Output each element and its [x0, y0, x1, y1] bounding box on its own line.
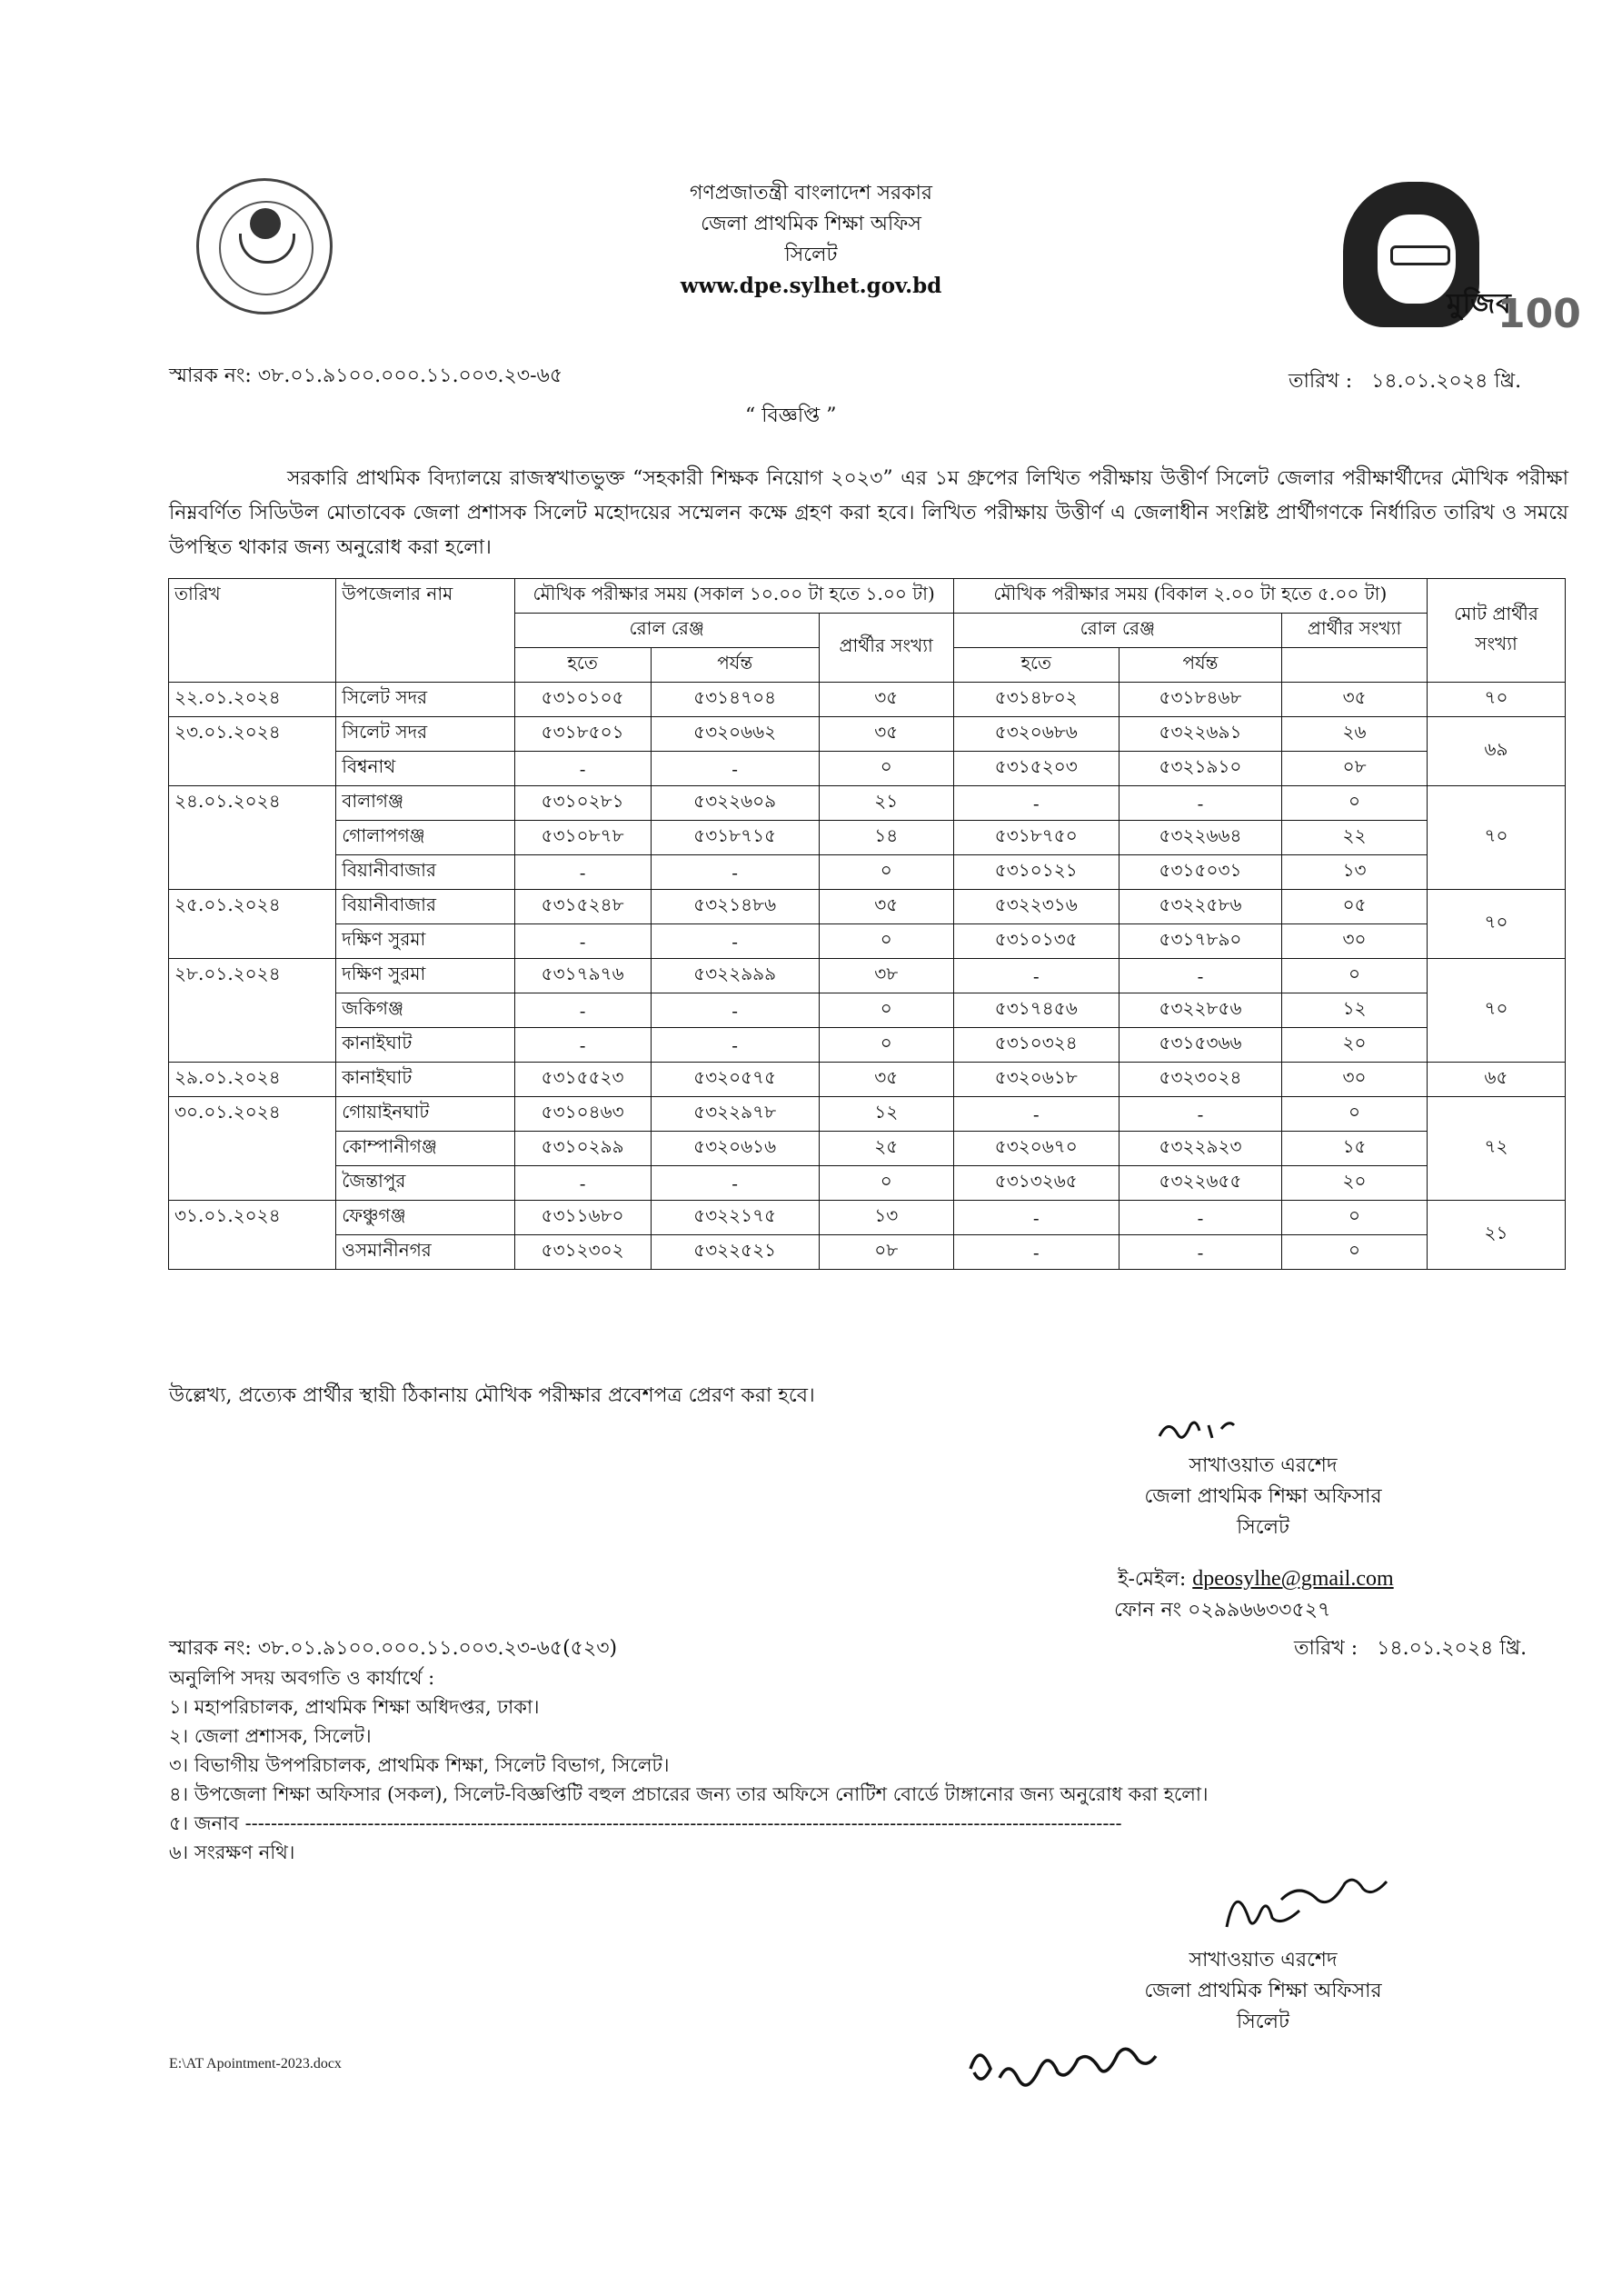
table-row — [169, 1132, 1566, 1166]
afternoon-roll-from-cell: ৫৩১০১৩৫ — [953, 924, 1119, 959]
morning-roll-from-cell: - — [514, 1028, 651, 1063]
upazila-cell: সিলেট সদর — [336, 683, 514, 717]
morning-roll-from-cell: - — [514, 752, 651, 786]
col-upazila-header: উপজেলার নাম — [336, 579, 514, 683]
table-row — [169, 1063, 1566, 1097]
morning-roll-to-cell: ৫৩২২৯৯৯ — [651, 959, 819, 993]
table-row — [169, 1097, 1566, 1132]
upazila-cell: ফেঞ্চুগঞ্জ — [336, 1201, 514, 1235]
upazila-cell: গোলাপগঞ্জ — [336, 821, 514, 855]
afternoon-candidates-cell: ২০ — [1282, 1166, 1428, 1201]
header-website[interactable]: www.dpe.sylhet.gov.bd — [680, 274, 942, 298]
morning-roll-range-header: রোল রেঞ্জ — [514, 614, 819, 648]
morning-candidates-cell: ০ — [819, 1028, 953, 1063]
morning-roll-from-cell: ৫৩১৭৯৭৬ — [514, 959, 651, 993]
date-cell: ৩০.০১.২০২৪ — [169, 1097, 336, 1201]
afternoon-roll-from-cell: ৫৩২০৬৭০ — [953, 1132, 1119, 1166]
date-cell: ২৯.০১.২০২৪ — [169, 1063, 336, 1097]
afternoon-roll-from-cell: ৫৩১০১২১ — [953, 855, 1119, 890]
upazila-cell: জকিগঞ্জ — [336, 993, 514, 1028]
table-row — [169, 959, 1566, 993]
table-row — [169, 855, 1566, 890]
signature-block-1 — [1072, 1451, 1454, 1543]
table-row — [169, 752, 1566, 786]
afternoon-roll-from-cell: - — [953, 1235, 1119, 1270]
table-row — [169, 1028, 1566, 1063]
morning-candidates-cell: ১৩ — [819, 1201, 953, 1235]
afternoon-roll-to-cell: ৫৩২২৬৯১ — [1119, 717, 1281, 752]
afternoon-roll-to-cell: - — [1119, 786, 1281, 821]
afternoon-roll-from-cell: - — [953, 1201, 1119, 1235]
morning-roll-to-cell: - — [651, 752, 819, 786]
afternoon-candidates-cell: ৩৫ — [1282, 683, 1428, 717]
afternoon-candidates-cell: ২৬ — [1282, 717, 1428, 752]
afternoon-candidates-cell: ২২ — [1282, 821, 1428, 855]
afternoon-roll-to-cell: ৫৩২১৯১০ — [1119, 752, 1281, 786]
phone-number: ফোন নং ০২৯৯৬৬৩৩৫২৭ — [1114, 1599, 1331, 1622]
schedule-table — [168, 578, 1566, 1270]
afternoon-roll-from-cell: - — [953, 786, 1119, 821]
table-row — [169, 717, 1566, 752]
date-cell: ৩১.০১.২০২৪ — [169, 1201, 336, 1270]
memo-ref: স্মারক নং: ৩৮.০১.৯১০০.০০০.১১.০০৩.২৩-৬৫ — [169, 364, 563, 387]
afternoon-roll-to-cell: - — [1119, 1235, 1281, 1270]
total-cell: ৬৫ — [1428, 1063, 1566, 1097]
col-date-header: তারিখ — [169, 579, 336, 683]
signatory2-designation: জেলা প্রাথমিক শিক্ষা অফিসার — [1144, 1980, 1382, 2002]
afternoon-roll-to-cell: ৫৩২২৬৫৫ — [1119, 1166, 1281, 1201]
morning-roll-to-cell: ৫৩২০৬১৬ — [651, 1132, 819, 1166]
upazila-cell: বিয়ানীবাজার — [336, 890, 514, 924]
afternoon-roll-from-cell: - — [953, 1097, 1119, 1132]
afternoon-roll-from-cell: ৫৩১৩২৬৫ — [953, 1166, 1119, 1201]
morning-to-header: পর্যন্ত — [651, 648, 819, 683]
email-line: ই-মেইল: dpeosylhe@gmail.com — [1118, 1567, 1394, 1591]
morning-roll-from-cell: ৫৩১৫৫২৩ — [514, 1063, 651, 1097]
copy-item: ২। জেলা প্রশাসক, সিলেট। — [169, 1725, 372, 1747]
date-cell: ২৮.০১.২০২৪ — [169, 959, 336, 1063]
morning-from-header: হতে — [514, 648, 651, 683]
morning-candidates-cell: ৩৫ — [819, 717, 953, 752]
total-header: মোট প্রার্থীর সংখ্যা — [1428, 579, 1566, 683]
afternoon-roll-to-cell: - — [1119, 1201, 1281, 1235]
afternoon-roll-from-cell: ৫৩২০৬১৮ — [953, 1063, 1119, 1097]
morning-roll-to-cell: - — [651, 924, 819, 959]
morning-roll-from-cell: ৫৩১৫২৪৮ — [514, 890, 651, 924]
afternoon-candidates-cell: ১৫ — [1282, 1132, 1428, 1166]
copy-item: ৪। উপজেলা শিক্ষা অফিসার (সকল), সিলেট-বিজ্ঞপ্তিটি বহুল প্রচারের জন্য তার অফিসে নোটিশ বোর্ডে টাঙ্গানোর জন্য অনুরোধ করা হলো। — [169, 1783, 1209, 1805]
afternoon-candidates-header: প্রার্থীর সংখ্যা — [1282, 614, 1428, 648]
upazila-cell: বিয়ানীবাজার — [336, 855, 514, 890]
afternoon-candidates-cell: ০৮ — [1282, 752, 1428, 786]
table-row — [169, 786, 1566, 821]
afternoon-candidates-blank — [1282, 648, 1428, 683]
table-row — [169, 821, 1566, 855]
morning-roll-to-cell: - — [651, 855, 819, 890]
afternoon-roll-to-cell: ৫৩২২৫৮৬ — [1119, 890, 1281, 924]
table-row — [169, 683, 1566, 717]
morning-roll-from-cell: ৫৩১২৩০২ — [514, 1235, 651, 1270]
morning-session-header: মৌখিক পরীক্ষার সময় (সকাল ১০.০০ টা হতে ১.০০ টা) — [514, 579, 953, 614]
copy-item: ৩। বিভাগীয় উপপরিচালক, প্রাথমিক শিক্ষা, সিলেট বিভাগ, সিলেট। — [169, 1754, 670, 1776]
morning-roll-to-cell: ৫৩২২৬০৯ — [651, 786, 819, 821]
upazila-cell: বালাগঞ্জ — [336, 786, 514, 821]
afternoon-roll-to-cell: ৫৩১৫৩৬৬ — [1119, 1028, 1281, 1063]
upazila-cell: গোয়াইনঘাট — [336, 1097, 514, 1132]
morning-candidates-cell: ০ — [819, 1166, 953, 1201]
signatory-place: সিলেট — [1236, 1516, 1290, 1539]
morning-roll-to-cell: - — [651, 1166, 819, 1201]
afternoon-candidates-cell: ০ — [1282, 1235, 1428, 1270]
table-row — [169, 993, 1566, 1028]
morning-roll-from-cell: - — [514, 924, 651, 959]
upazila-cell: বিশ্বনাথ — [336, 752, 514, 786]
afternoon-candidates-cell: ৩০ — [1282, 1063, 1428, 1097]
header-city: সিলেট — [784, 244, 838, 266]
morning-roll-to-cell: ৫৩১৪৭০৪ — [651, 683, 819, 717]
copy-item: ৫। জনাব ---------------------------------------------------------------------------------------------------------------------------------------- — [169, 1812, 1122, 1834]
afternoon-to-header: পর্যন্ত — [1119, 648, 1281, 683]
morning-roll-from-cell: ৫৩১০২৮১ — [514, 786, 651, 821]
afternoon-roll-to-cell: ৫৩১৭৮৯০ — [1119, 924, 1281, 959]
morning-roll-to-cell: - — [651, 993, 819, 1028]
afternoon-roll-from-cell: ৫৩১০৩২৪ — [953, 1028, 1119, 1063]
total-cell: ২১ — [1428, 1201, 1566, 1270]
upazila-cell: দক্ষিণ সুরমা — [336, 924, 514, 959]
afternoon-candidates-cell: ৩০ — [1282, 924, 1428, 959]
schedule-rows — [169, 683, 1566, 1270]
upazila-cell: দক্ষিণ সুরমা — [336, 959, 514, 993]
morning-roll-from-cell: ৫৩১১৬৮০ — [514, 1201, 651, 1235]
afternoon-candidates-cell: ০ — [1282, 786, 1428, 821]
afternoon-roll-to-cell: - — [1119, 959, 1281, 993]
morning-roll-from-cell: - — [514, 855, 651, 890]
morning-roll-to-cell: ৫৩২০৫৭৫ — [651, 1063, 819, 1097]
morning-candidates-cell: ০৮ — [819, 1235, 953, 1270]
notice-body: সরকারি প্রাথমিক বিদ্যালয়ে রাজস্বখাতভুক্ত “সহকারী শিক্ষক নিয়োগ ২০২৩” এর ১ম গ্রুপের লিখিত পরীক্ষায় উত্তীর্ণ সিলেট জেলার পরীক্ষার্থীদের মৌখিক পরীক্ষা নিম্নবর্ণিত সিডিউল মোতাবেক জেলা প্রশাসক সিলেট মহোদয়ের সম্মেলন কক্ষে গ্রহণ করা হবে। লিখিত পরীক্ষায় উত্তীর্ণ এ জেলাধীন সংশ্লিষ্ট প্রার্থীগণকে নির্ধারিত তারিখ ও সময়ে উপস্থিত থাকার জন্য অনুরোধ করা হলো। — [169, 467, 1568, 559]
memo-date: তারিখ : ১৪.০১.২০২৪ খ্রি. — [1289, 370, 1522, 393]
morning-roll-to-cell: ৫৩২১৪৮৬ — [651, 890, 819, 924]
memo2-ref: স্মারক নং: ৩৮.০১.৯১০০.০০০.১১.০০৩.২৩-৬৫(৫২৩) — [169, 1637, 618, 1660]
total-cell: ৭২ — [1428, 1097, 1566, 1201]
morning-roll-from-cell: - — [514, 993, 651, 1028]
afternoon-roll-from-cell: - — [953, 959, 1119, 993]
table-row — [169, 924, 1566, 959]
morning-roll-to-cell: ৫৩২২৯৭৮ — [651, 1097, 819, 1132]
table-row — [169, 890, 1566, 924]
morning-candidates-cell: ১২ — [819, 1097, 953, 1132]
copy-item: ৬। সংরক্ষণ নথি। — [169, 1842, 295, 1863]
afternoon-roll-to-cell: ৫৩২২৮৫৬ — [1119, 993, 1281, 1028]
table-row — [169, 1166, 1566, 1201]
morning-roll-to-cell: ৫৩১৮৭১৫ — [651, 821, 819, 855]
footer-file-path: E:\AT Apointment-2023.docx — [169, 2056, 342, 2071]
afternoon-roll-to-cell: ৫৩১৫০৩১ — [1119, 855, 1281, 890]
morning-candidates-cell: ০ — [819, 855, 953, 890]
total-cell: ৬৯ — [1428, 717, 1566, 786]
table-row — [169, 1201, 1566, 1235]
signatory2-name: সাখাওয়াত এরশেদ — [1189, 1949, 1338, 1972]
handwritten-date-scribble — [963, 2032, 1199, 2105]
table-row — [169, 1235, 1566, 1270]
copy-list — [169, 1663, 1496, 1867]
signatory2-place: সিলেট — [1236, 2011, 1290, 2033]
afternoon-session-header: মৌখিক পরীক্ষার সময় (বিকাল ২.০০ টা হতে ৫.০০ টা) — [953, 579, 1427, 614]
morning-candidates-cell: ৩৫ — [819, 890, 953, 924]
morning-roll-from-cell: ৫৩১০৮৭৮ — [514, 821, 651, 855]
morning-candidates-cell: ৩৫ — [819, 1063, 953, 1097]
date-cell: ২৫.০১.২০২৪ — [169, 890, 336, 959]
copy-heading: অনুলিপি সদয় অবগতি ও কার্যার্থে : — [169, 1667, 435, 1689]
signatory-designation: জেলা প্রাথমিক শিক্ষা অফিসার — [1144, 1485, 1382, 1508]
afternoon-roll-from-cell: ৫৩১৭৪৫৬ — [953, 993, 1119, 1028]
morning-candidates-cell: ৩৫ — [819, 683, 953, 717]
morning-roll-to-cell: - — [651, 1028, 819, 1063]
office-header — [0, 178, 1622, 302]
upazila-cell: কোম্পানীগঞ্জ — [336, 1132, 514, 1166]
morning-roll-to-cell: ৫৩২২৫২১ — [651, 1235, 819, 1270]
morning-roll-from-cell: ৫৩১৮৫০১ — [514, 717, 651, 752]
signature-block-2 — [1100, 1945, 1427, 2038]
email-link[interactable]: dpeosylhe@gmail.com — [1192, 1567, 1394, 1591]
morning-candidates-cell: ০ — [819, 924, 953, 959]
morning-roll-from-cell: - — [514, 1166, 651, 1201]
upazila-cell: সিলেট সদর — [336, 717, 514, 752]
afternoon-from-header: হতে — [953, 648, 1119, 683]
afternoon-candidates-cell: ০ — [1282, 1097, 1428, 1132]
total-cell: ৭০ — [1428, 890, 1566, 959]
upazila-cell: কানাইঘাট — [336, 1028, 514, 1063]
notice-title: “ বিজ্ঞপ্তি ” — [745, 404, 837, 427]
total-cell: ৭০ — [1428, 683, 1566, 717]
morning-candidates-cell: ১৪ — [819, 821, 953, 855]
mujib-100-logo: মুজিব 100 — [1334, 182, 1572, 334]
afternoon-candidates-cell: ২০ — [1282, 1028, 1428, 1063]
afternoon-candidates-cell: ১২ — [1282, 993, 1428, 1028]
note: উল্লেখ্য, প্রত্যেক প্রার্থীর স্থায়ী ঠিকানায় মৌখিক পরীক্ষার প্রবেশপত্র প্রেরণ করা হবে। — [169, 1384, 815, 1407]
signature-scribble-2 — [1218, 1872, 1436, 1945]
upazila-cell: জৈন্তাপুর — [336, 1166, 514, 1201]
morning-roll-to-cell: ৫৩২২১৭৫ — [651, 1201, 819, 1235]
morning-candidates-cell: ২১ — [819, 786, 953, 821]
total-cell: ৭০ — [1428, 959, 1566, 1063]
morning-roll-from-cell: ৫৩১০৪৬৩ — [514, 1097, 651, 1132]
signature-scribble-1 — [1152, 1409, 1261, 1452]
signatory-name: সাখাওয়াত এরশেদ — [1189, 1454, 1338, 1477]
memo2-date: তারিখ : ১৪.০১.২০২৪ খ্রি. — [1294, 1637, 1527, 1660]
date-cell: ২২.০১.২০২৪ — [169, 683, 336, 717]
copy-item: ১। মহাপরিচালক, প্রাথমিক শিক্ষা অধিদপ্তর, ঢাকা। — [169, 1696, 540, 1718]
morning-roll-to-cell: ৫৩২০৬৬২ — [651, 717, 819, 752]
afternoon-candidates-cell: ০ — [1282, 1201, 1428, 1235]
upazila-cell: কানাইঘাট — [336, 1063, 514, 1097]
header-office: জেলা প্রাথমিক শিক্ষা অফিস — [701, 213, 921, 235]
afternoon-roll-to-cell: - — [1119, 1097, 1281, 1132]
afternoon-candidates-cell: ০৫ — [1282, 890, 1428, 924]
total-cell: ৭০ — [1428, 786, 1566, 890]
afternoon-candidates-cell: ০ — [1282, 959, 1428, 993]
morning-candidates-cell: ০ — [819, 993, 953, 1028]
afternoon-roll-from-cell: ৫৩১৮৭৫০ — [953, 821, 1119, 855]
afternoon-roll-from-cell: ৫৩২০৬৮৬ — [953, 717, 1119, 752]
morning-roll-from-cell: ৫৩১০১০৫ — [514, 683, 651, 717]
date-cell: ২৪.০১.২০২৪ — [169, 786, 336, 890]
afternoon-roll-to-cell: ৫৩২২৬৬৪ — [1119, 821, 1281, 855]
date-cell: ২৩.০১.২০২৪ — [169, 717, 336, 786]
afternoon-roll-from-cell: ৫৩১৫২০৩ — [953, 752, 1119, 786]
afternoon-roll-from-cell: ৫৩১৪৮০২ — [953, 683, 1119, 717]
afternoon-candidates-cell: ১৩ — [1282, 855, 1428, 890]
morning-candidates-header: প্রার্থীর সংখ্যা — [819, 614, 953, 683]
afternoon-roll-to-cell: ৫৩২২৯২৩ — [1119, 1132, 1281, 1166]
afternoon-roll-range-header: রোল রেঞ্জ — [953, 614, 1281, 648]
afternoon-roll-to-cell: ৫৩২৩০২৪ — [1119, 1063, 1281, 1097]
morning-candidates-cell: ০ — [819, 752, 953, 786]
afternoon-roll-to-cell: ৫৩১৮৪৬৮ — [1119, 683, 1281, 717]
morning-candidates-cell: ২৫ — [819, 1132, 953, 1166]
upazila-cell: ওসমানীনগর — [336, 1235, 514, 1270]
morning-roll-from-cell: ৫৩১০২৯৯ — [514, 1132, 651, 1166]
morning-candidates-cell: ৩৮ — [819, 959, 953, 993]
header-government: গণপ্রজাতন্ত্রী বাংলাদেশ সরকার — [689, 182, 933, 205]
afternoon-roll-from-cell: ৫৩২২৩১৬ — [953, 890, 1119, 924]
